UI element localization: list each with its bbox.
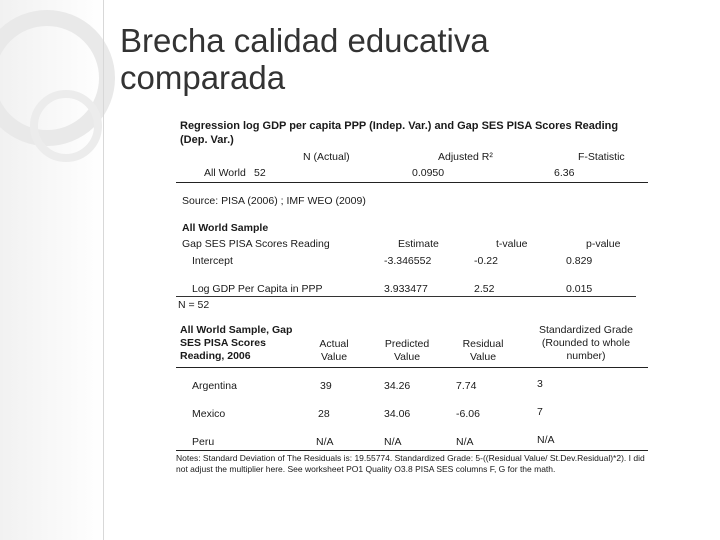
coef-n-note: N = 52 (178, 299, 210, 311)
pred-header-grade: Standardized Grade (Rounded to whole number) (539, 324, 633, 362)
pred-row-actual: N/A (316, 436, 334, 448)
header-n-actual: N (Actual) (303, 151, 350, 163)
header-adjusted-r2: Adjusted R² (438, 151, 493, 163)
pred-table-rule (176, 450, 648, 451)
row-all-world-fstat: 6.36 (554, 167, 575, 179)
pred-header-actual: Actual Value (319, 338, 349, 363)
pred-row-grade: N/A (537, 434, 555, 446)
coef-table-rule (176, 296, 636, 297)
coef-row-pvalue: 0.015 (566, 283, 593, 295)
coef-row-estimate: -3.346552 (384, 255, 432, 267)
left-divider (103, 0, 104, 540)
pred-row-country: Argentina (192, 380, 237, 392)
coef-row-tvalue: 2.52 (474, 283, 495, 295)
pred-row-country: Mexico (192, 408, 226, 420)
coef-header-estimate: Estimate (398, 238, 439, 250)
row-all-world-label: All World (204, 167, 246, 179)
pred-row-actual: 28 (318, 408, 330, 420)
pred-footnote: Notes: Standard Deviation of The Residuals is: 19.55774. Standardized Grade: 5-((Residual Value/ St.Dev.Residual)*2). I did not adjust the multiplier here. See worksheet PO1 Quality O3.8 PISA SES columns F, G for the math. (176, 453, 645, 474)
slide-title (120, 22, 680, 96)
pred-row-residual: -6.06 (456, 408, 480, 420)
slide-title-line2: comparada (120, 59, 286, 96)
pred-row-grade: 7 (537, 406, 543, 418)
slide-title-line1: Brecha calidad educativa (120, 22, 489, 59)
row-all-world-adj-r2: 0.0950 (412, 167, 445, 179)
regression-row-rule (176, 182, 648, 183)
pred-header-sample: All World Sample, Gap SES PISA Scores Reading, 2006 (180, 324, 293, 362)
pred-row-residual: 7.74 (456, 380, 477, 392)
pred-row-residual: N/A (456, 436, 474, 448)
coefficients-section-title: All World Sample (182, 222, 269, 234)
coef-header-tvalue: t-value (496, 238, 528, 250)
pred-header-rule (176, 367, 648, 368)
coef-row-estimate: 3.933477 (384, 283, 428, 295)
header-f-statistic: F-Statistic (578, 151, 625, 163)
coef-row-pvalue: 0.829 (566, 255, 593, 267)
regression-table-image (170, 112, 650, 482)
regression-title: Regression log GDP per capita PPP (Indep. Var.) and Gap SES PISA Scores Reading (Dep. Var.) (180, 120, 619, 146)
pred-row-actual: 39 (320, 380, 332, 392)
coef-row-tvalue: -0.22 (474, 255, 498, 267)
coef-header-label: Gap SES PISA Scores Reading (182, 238, 330, 250)
row-all-world-n: 52 (254, 167, 266, 179)
pred-row-country: Peru (192, 436, 215, 448)
coef-row-label: Log GDP Per Capita in PPP (192, 283, 323, 295)
coef-header-pvalue: p-value (586, 238, 621, 250)
pred-row-grade: 3 (537, 378, 543, 390)
pred-row-predicted: N/A (384, 436, 402, 448)
pred-row-predicted: 34.26 (384, 380, 411, 392)
coef-row-label: Intercept (192, 255, 233, 267)
pred-header-residual: Residual Value (462, 338, 504, 363)
source-note: Source: PISA (2006) ; IMF WEO (2009) (182, 195, 366, 207)
pred-header-predicted: Predicted Value (384, 338, 430, 363)
pred-row-predicted: 34.06 (384, 408, 411, 420)
